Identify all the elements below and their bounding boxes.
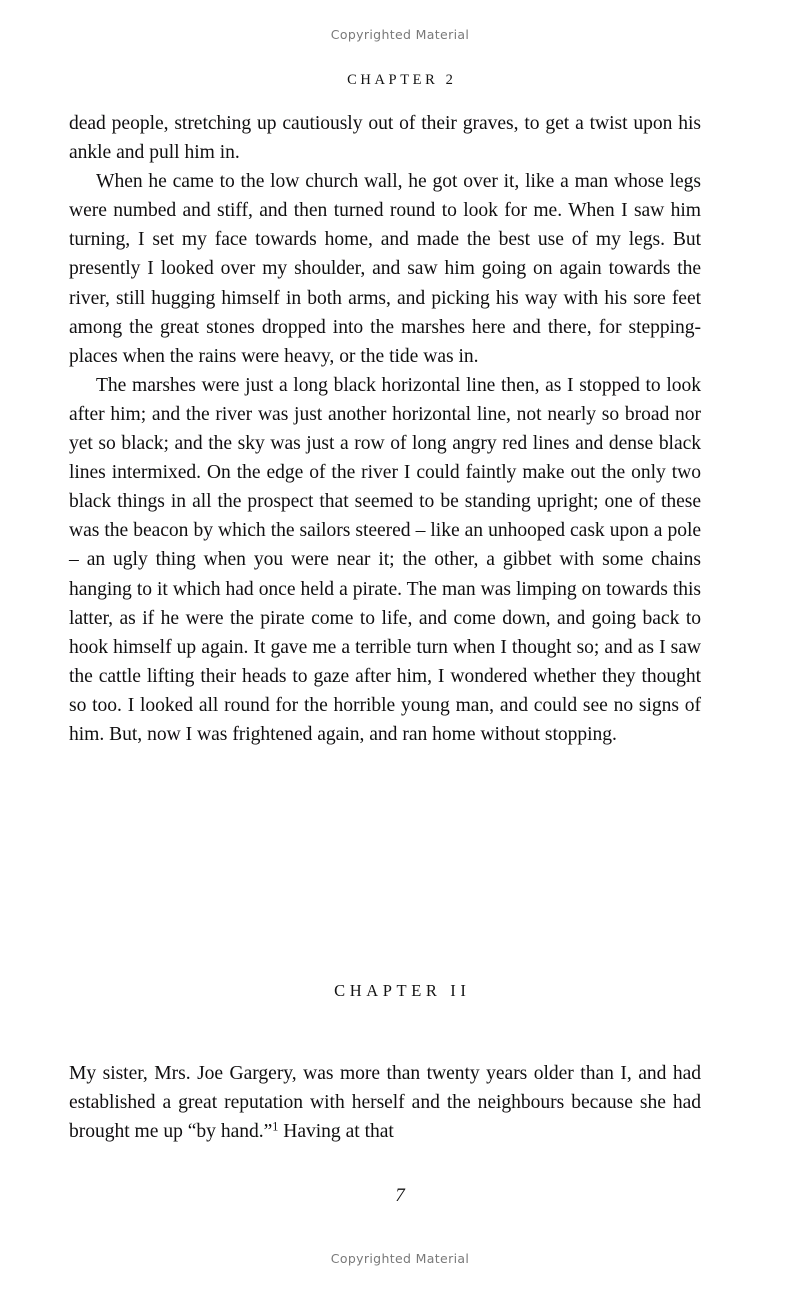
paragraph-the-marshes: The marshes were just a long black horizontal line then, as I stopped to look after him; and the river was just another horizontal line, not nearly so broad nor yet so black; and the sky was just a row of long angry red lines and dense black lines intermixed. On the edge of the river I could faintly make out the only two black things in all the prospect that seemed to be standing upright; one of these was the beacon by which the sailors steered – like an unhooped cask upon a pole – an ugly thing when you were near it; the other, a gibbet with some chains hanging to it which had once held a pirate. The man was limping on towards this latter, as if he were the pirate come to life, and come down, and going back to hook himself up again. It gave me a terrible turn when I thought so; and as I saw the cattle lifting their heads to gaze after him, I wondered whether they thought so too. I looked all round for the horrible young man, and could see no signs of him. But, now I was frightened again, and ran home without stopping.	[69, 374, 701, 745]
paragraph-continuation: dead people, stretching up cautiously out of their graves, to get a twist upon his ankle and pull him in.	[69, 113, 701, 164]
chapter-heading: CHAPTER II	[334, 981, 471, 1000]
paragraph-my-sister	[69, 1059, 701, 1146]
copyright-watermark-bottom: Copyrighted Material	[330, 1251, 470, 1266]
chapter-opening-block	[69, 1059, 701, 1146]
copyright-watermark-top: Copyrighted Material	[330, 27, 470, 42]
footnote-marker[interactable]: 1	[272, 1119, 279, 1134]
paragraph-my-sister-text-before: My sister, Mrs. Joe Gargery, was more than twenty years older than I, and had established a great reputation with herself and the neighbours because she had brought me up “by hand.”	[69, 1063, 701, 1143]
body-text-block	[69, 109, 701, 749]
running-head-chapter: CHAPTER 2	[347, 72, 457, 88]
paragraph-when-he-came: When he came to the low church wall, he got over it, like a man whose legs were numbed and stiff, and then turned round to look for me. When I saw him turning, I set my face towards home, and made the best use of my legs. But presently I looked over my shoulder, and saw him going on again towards the river, still hugging himself in both arms, and picking his way with his sore feet among the great stones dropped into the marshes here and there, for stepping-places when the rains were heavy, or the tide was in.	[69, 171, 701, 367]
page-number: 7	[395, 1185, 405, 1206]
paragraph-my-sister-text-after: Having at that	[278, 1121, 394, 1143]
